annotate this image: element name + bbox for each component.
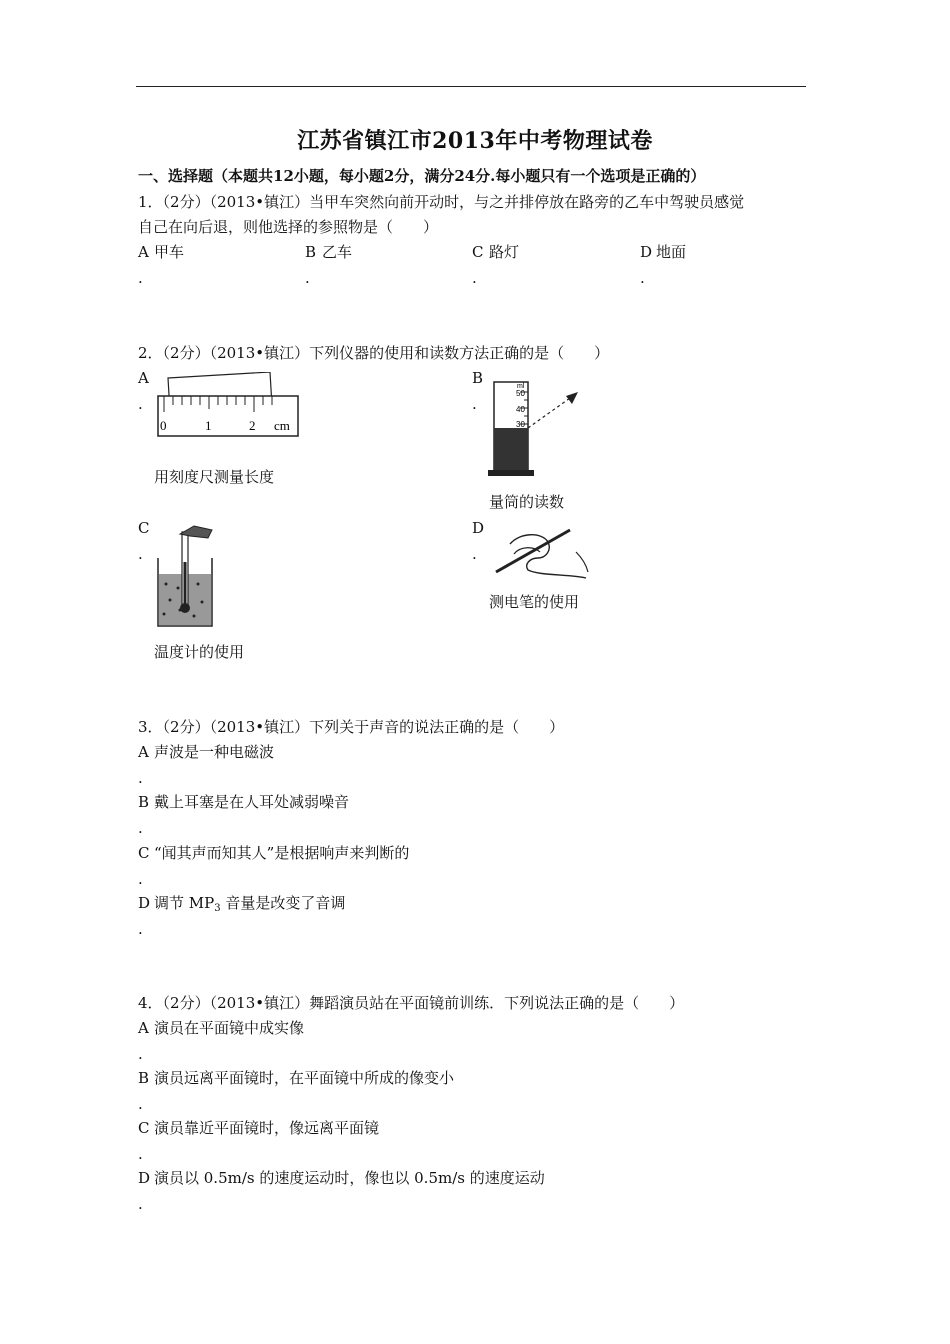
q2-option-a-caption: 用刻度尺测量长度 [154,468,275,486]
q2-option-b-caption: 量筒的读数 [489,493,565,511]
option-text: 演员以 0.5m/s 的速度运动时，像也以 0.5m/s 的速度运动 [154,1169,545,1187]
option-letter: D [640,243,653,261]
q2-option-b-letter: B [472,369,484,387]
test-pen-figure [490,524,590,584]
q2-option-c-letter: C [138,519,150,537]
thermometer-figure [150,522,230,632]
option-dot: . [305,269,310,287]
option-dot: . [138,269,143,287]
option-letter: D [138,894,151,912]
q2-option-d-dot: . [472,545,477,563]
q3-stem: 3．（2分）（2013•镇江）下列关于声音的说法正确的是（ ） [138,718,565,736]
cylinder-figure [486,378,586,478]
option-dot: . [138,1045,143,1063]
option-dot: . [138,1095,143,1113]
option-dot: . [138,1145,143,1163]
q1-stem-line2: 自己在向后退，则他选择的参照物是（ ） [138,218,439,236]
option-text: 地面 [656,243,687,261]
option-text: 声波是一种电磁波 [154,743,275,761]
option-letter: A [138,243,149,261]
option-text: 演员在平面镜中成实像 [154,1019,305,1037]
header-rule [136,86,806,87]
q1-stem-line1: 1．（2分）（2013•镇江）当甲车突然向前开动时，与之并排停放在路旁的乙车中驾驶员感觉 [138,193,745,211]
q2-option-a-dot: . [138,395,143,413]
option-text: 甲车 [154,243,185,261]
option-letter: C [472,243,484,261]
q2-option-b-dot: . [472,395,477,413]
q2-option-c-caption: 温度计的使用 [154,643,245,661]
cylinder-tick-40: 40 [516,405,525,414]
q2-stem: 2．（2分）（2013•镇江）下列仪器的使用和读数方法正确的是（ ） [138,344,610,362]
option-dot: . [138,870,143,888]
option-dot: . [640,269,645,287]
option-letter: D [138,1169,151,1187]
q4-stem: 4．（2分）（2013•镇江）舞蹈演员站在平面镜前训练．下列说法正确的是（ ） [138,994,685,1012]
eye-arrow-icon [566,392,578,404]
option-letter: B [138,1069,150,1087]
option-text: 乙车 [322,243,353,261]
option-text: 演员靠近平面镜时，像远离平面镜 [154,1119,380,1137]
option-letter: B [305,243,317,261]
ruler-figure [154,372,304,448]
option-letter: C [138,1119,150,1137]
cylinder-tick-50: 50 [516,389,525,398]
option-text: “闻其声而知其人”是根据响声来判断的 [154,844,410,862]
pen-icon [496,530,570,572]
ruler-label-1: 1 [205,418,212,433]
ruler-label-2: 2 [249,418,256,433]
exam-title: 江苏省镇江市2013年中考物理试卷 [297,128,653,154]
option-text: 路灯 [489,243,520,261]
section-heading: 一、选择题（本题共12小题，每小题2分，满分24分.每小题只有一个选项是正确的） [138,167,706,185]
option-text: 戴上耳塞是在人耳处减弱噪音 [154,793,350,811]
option-letter: C [138,844,150,862]
option-dot: . [138,769,143,787]
option-text: 调节 $MP_3$ 音量是改变了音调 [154,894,346,914]
option-letter: A [138,1019,149,1037]
option-letter: A [138,743,149,761]
option-dot: . [138,920,143,938]
q2-option-a-letter: A [138,369,149,387]
q2-option-d-letter: D [472,519,485,537]
option-text: 演员远离平面镜时，在平面镜中所成的像变小 [154,1069,455,1087]
ruler-label-cm: cm [274,418,290,433]
q2-option-c-dot: . [138,545,143,563]
option-dot: . [138,1195,143,1213]
ruler-label-0: 0 [160,418,167,433]
option-dot: . [472,269,477,287]
cylinder-unit: ml [517,383,525,390]
option-letter: B [138,793,150,811]
cylinder-tick-30: 30 [516,420,525,429]
q2-option-d-caption: 测电笔的使用 [489,593,580,611]
option-dot: . [138,819,143,837]
